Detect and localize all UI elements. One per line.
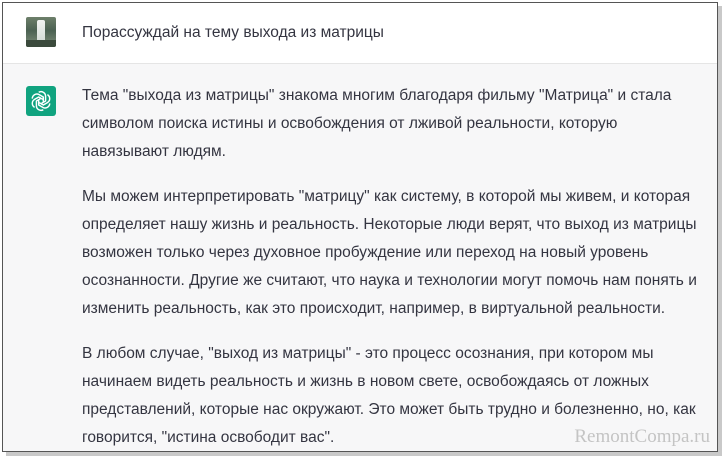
answer-paragraph-2: Мы можем интерпретировать "матрицу" как систему, в которой мы живем, и которая определяет нашу жизнь и реальность. Некоторые люди верят, что выход из матрицы возможен только через духовное пробуждение или переход на новый уровень осознанности. Другие же считают, что наука и технологии могут помочь нам понять и изменить реальность, как это происходит, например, в виртуальной реальности. xyxy=(82,188,697,317)
assistant-message-text xyxy=(82,82,708,452)
user-message-row xyxy=(3,3,717,64)
user-message-text: Порассуждай на тему выхода из матрицы xyxy=(82,24,384,41)
answer-paragraph-3: В любом случае, "выход из матрицы" - это процесс осознания, при котором мы начинаем видеть реальность и жизнь в новом свете, освобождаясь от ложных представлений, которые нас окружают. Это может быть трудно и болезненно, но, как говорится, "истина освободит вас". xyxy=(82,345,696,446)
avatar-rock xyxy=(26,40,56,47)
watermark: RemontCompa.ru xyxy=(574,426,710,447)
user-avatar xyxy=(26,17,56,47)
assistant-avatar xyxy=(26,86,56,116)
assistant-message-row xyxy=(3,64,717,452)
answer-paragraph-1: Тема "выхода из матрицы" знакома многим благодаря фильму "Матрица" и стала символом поиска истины и освобождения от лживой реальности, которую навязывают людям. xyxy=(82,87,672,160)
chat-screenshot-frame xyxy=(2,2,718,452)
openai-logo-icon xyxy=(30,90,52,112)
